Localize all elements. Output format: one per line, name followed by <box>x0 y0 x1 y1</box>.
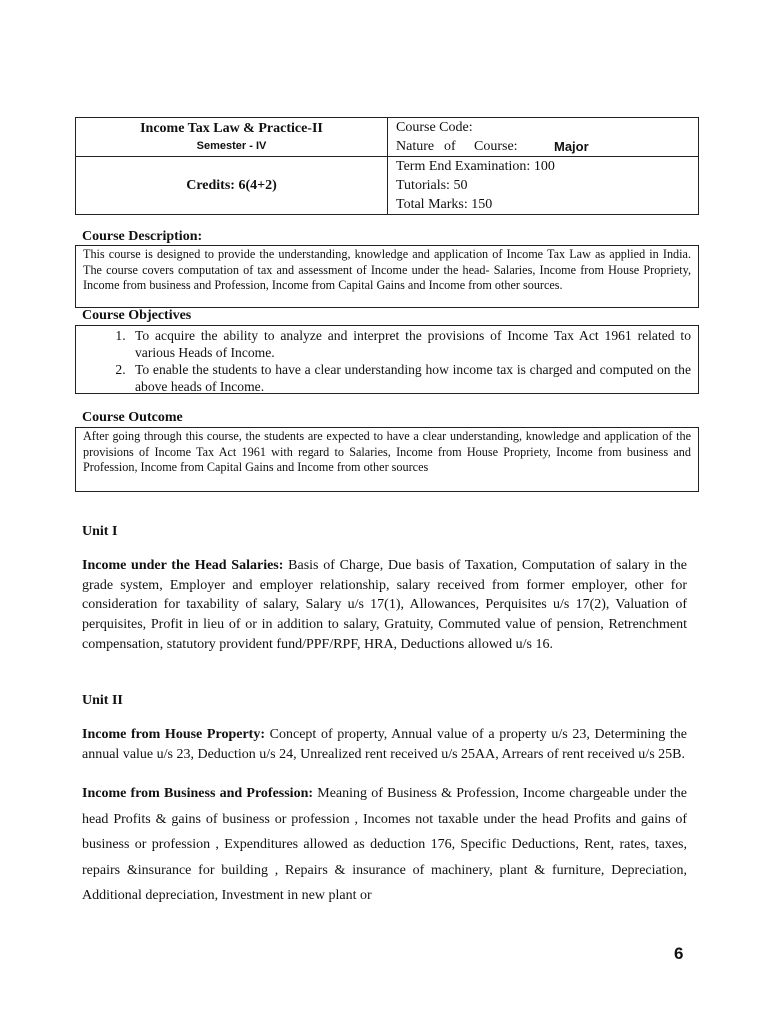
unit-1-heading: Unit I <box>82 524 118 539</box>
semester-label: Semester - IV <box>196 140 267 152</box>
course-objectives-heading: Course Objectives <box>82 308 192 323</box>
unit-1-text: Basis of Charge, Due basis of Taxation, Computation of salary in the grade system, Employer and employer relationship, salary received from former employer, other for consideration for taxability of salary, Salary u/s 17(1), Allowances, Perquisites u/s 17(2), Valuation of perquisites, Profit in lieu of or in addition to salary, Gratuity, Commuted value of pension, Retrenchment compensation, statutory provident fund/PPF/RPF, HRA, Deductions allowed u/s 16. <box>82 558 687 652</box>
nature-word-2: of <box>444 139 456 154</box>
course-objectives-box <box>75 325 699 394</box>
house-property-paragraph <box>82 725 687 764</box>
nature-word-1: Nature <box>396 139 435 154</box>
course-code-cell <box>388 118 699 157</box>
house-property-text: Concept of property, Annual value of a property u/s 23, Determining the annual value u/s 23, Deduction u/s 24, Unrealized rent received u/s 25AA, Arrears of rent received u/s 25B. <box>82 727 687 762</box>
house-property-lead: Income from House Property: <box>82 727 265 742</box>
term-end-exam: Term End Examination: 100 <box>396 159 555 174</box>
objectives-list <box>83 327 691 395</box>
course-description-box <box>75 245 699 308</box>
credits-cell <box>76 157 388 215</box>
business-profession-lead: Income from Business and Profession: <box>82 786 314 801</box>
objective-item: 2. To enable the students to have a clear understanding how income tax is charged and computed on the above heads of Income. <box>129 361 691 395</box>
unit-1-lead: Income under the Head Salaries: <box>82 558 284 573</box>
marks-cell <box>388 157 699 215</box>
business-profession-paragraph <box>82 781 687 909</box>
course-code-label: Course Code: <box>396 120 473 135</box>
page-number: 6 <box>674 944 684 963</box>
nature-word-3: Course: <box>474 139 518 154</box>
credits-label: Credits: 6 <box>186 177 246 193</box>
course-title: Income Tax Law & Practice-II <box>140 121 323 136</box>
total-marks: Total Marks: 150 <box>396 197 493 212</box>
course-outcome-text: After going through this course, the students are expected to have a clear understanding, knowledge and application of the provisions of Income Tax Act 1961 with regard to Salaries, Income from House Propriety, Income from business and Profession, Income from Capital Gains and Income from other sources <box>83 429 691 474</box>
unit-2-heading: Unit II <box>82 693 123 708</box>
nature-of-course <box>396 137 690 156</box>
credits-split: (4+2) <box>245 177 277 193</box>
course-outcome-box <box>75 427 699 492</box>
course-description-text: This course is designed to provide the understanding, knowledge and application of Income Tax Law as applied in India. The course covers computation of tax and assessment of Income under the head- Salaries, Income from House Propriety, Income from business and Profession, Income from Capital Gains and Income from other sources. <box>83 247 691 292</box>
course-description-heading: Course Description: <box>82 229 203 244</box>
business-profession-text: Meaning of Business & Profession, Income chargeable under the head Profits & gains of business or profession , Incomes not taxable under the head Profits and gains of business or profession , Expenditures allowed as deduction 176, Specific Deductions, Rent, rates, taxes, repairs &insurance for building , Repairs & insurance of machinery, plant & furniture, Depreciation, Additional depreciation, Investment in new plant or <box>82 786 687 903</box>
unit-1-paragraph <box>82 556 687 655</box>
nature-value: Major <box>554 139 589 154</box>
course-info-table <box>75 117 699 215</box>
course-outcome-heading: Course Outcome <box>82 410 183 425</box>
tutorials: Tutorials: 50 <box>396 178 468 193</box>
objective-item: 1. To acquire the ability to analyze and interpret the provisions of Income Tax Act 1961 related to various Heads of Income. <box>129 327 691 361</box>
course-title-cell <box>76 118 388 157</box>
